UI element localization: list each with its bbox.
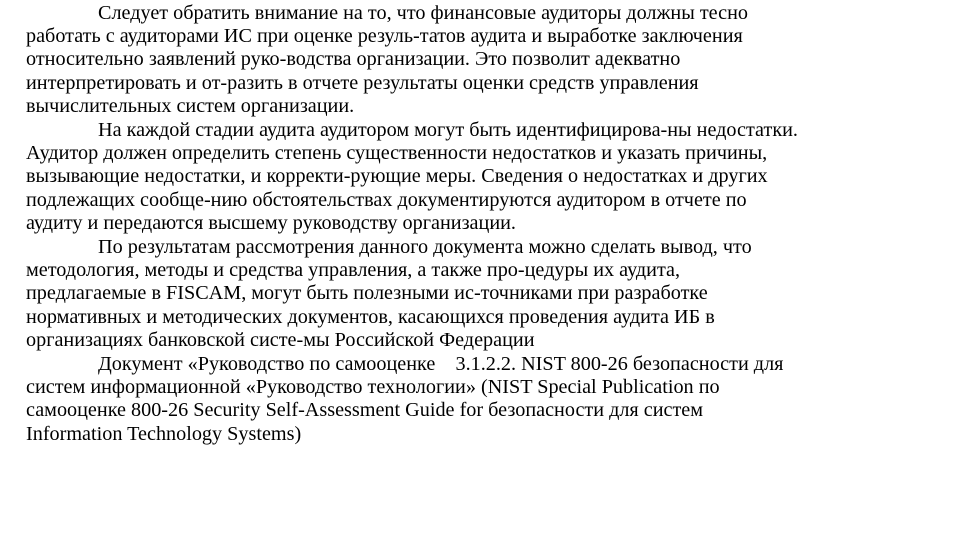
- text-line: Information Technology Systems): [26, 422, 302, 445]
- text-line: методология, методы и средства управления, а также про-цедуры их аудита,: [26, 259, 681, 282]
- text-line: На каждой стадии аудита аудитором могут быть идентифицирова-ны недостатки.: [98, 119, 798, 142]
- text-line: аудиту и передаются высшему руководству организации.: [26, 211, 516, 234]
- text-line: Документ «Руководство по самооценке 3.1.2.2. NIST 800-26 безопасности для: [98, 353, 784, 376]
- text-line: подлежащих сообще-нию обстоятельствах документируются аудитором в отчете по: [26, 188, 747, 211]
- text-line: интерпретировать и от-разить в отчете результаты оценки средств управления: [26, 71, 699, 94]
- paragraph-audit-stages: [26, 119, 941, 235]
- text-line: Аудитор должен определить степень существенности недостатков и указать причины,: [26, 142, 768, 165]
- text-line: вызывающие недостатки, и корректи-рующие меры. Сведения о недостатках и других: [26, 165, 768, 188]
- text-line: работать с аудиторами ИС при оценке резуль-татов аудита и выработке заключения: [26, 25, 743, 48]
- paragraph-nist-document: [26, 353, 941, 446]
- text-line: Следует обратить внимание на то, что финансовые аудиторы должны тесно: [98, 2, 748, 24]
- text-line: По результатам рассмотрения данного документа можно сделать вывод, что: [98, 236, 752, 259]
- text-line: организациях банковской систе-мы Российской Федерации: [26, 328, 535, 351]
- paragraph-fiscam-conclusion: [26, 236, 941, 352]
- paragraph-financial-auditors: [26, 2, 941, 118]
- text-line: предлагаемые в FISCAM, могут быть полезными ис-точниками при разработке: [26, 282, 708, 305]
- document-body: [26, 2, 941, 447]
- text-line: относительно заявлений руко-водства организации. Это позволит адекватно: [26, 48, 681, 71]
- text-line: самооценке 800-26 Security Self-Assessment Guide for безопасности для систем: [26, 399, 704, 422]
- text-line: систем информационной «Руководство технологии» (NIST Special Publication по: [26, 376, 720, 399]
- text-line: вычислительных систем организации.: [26, 94, 355, 117]
- text-line: нормативных и методических документов, касающихся проведения аудита ИБ в: [26, 305, 715, 328]
